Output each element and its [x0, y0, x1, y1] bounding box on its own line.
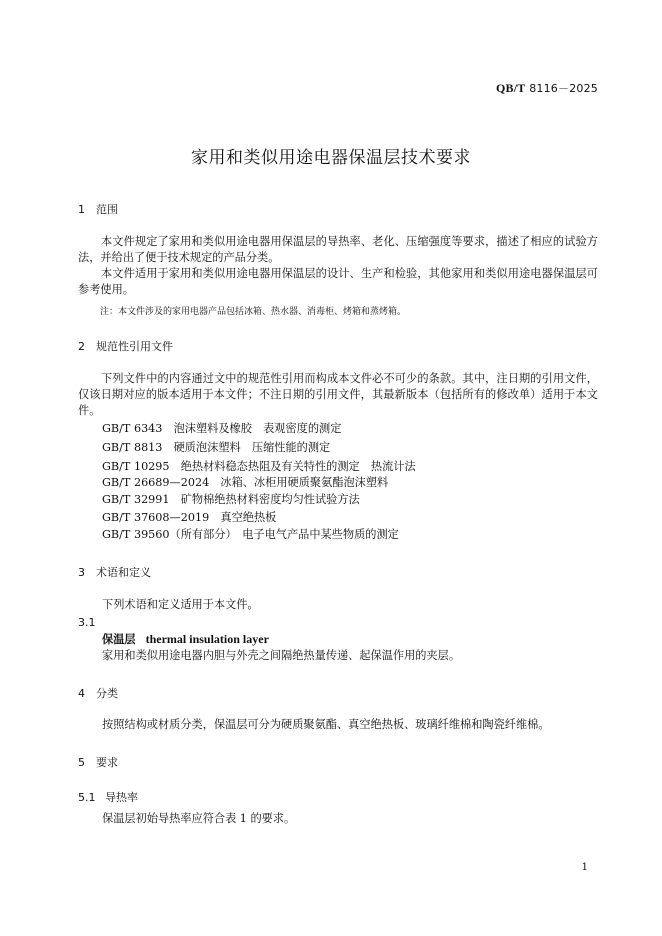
section-title: 分类 [96, 687, 118, 700]
reference-item: GB/T 26689—2024 冰箱、冰柜用硬质聚氨酯泡沫塑料 [102, 476, 389, 489]
section-1-heading [78, 201, 118, 217]
section-title: 术语和定义 [96, 566, 151, 579]
subsection-title: 导热率 [105, 791, 138, 804]
section-5-paragraph-1: 保温层初始导热率应符合表 1 的要求。 [102, 812, 296, 825]
section-number: 1 [78, 203, 85, 216]
section-2-heading [78, 338, 173, 354]
document-title: 家用和类似用途电器保温层技术要求 [191, 148, 471, 168]
page-number: 1 [581, 862, 588, 873]
standard-code-prefix: QB/T [496, 81, 526, 95]
section-1-note: 注：本文件涉及的家用电器产品包括冰箱、热水器、消毒柜、烤箱和蒸烤箱。 [100, 307, 407, 317]
reference-item: GB/T 39560（所有部分） 电子电气产品中某些物质的测定 [102, 528, 399, 541]
section-2-paragraph-1: 下列文件中的内容通过文中的规范性引用而构成本文件必不可少的条款。其中，注日期的引用文件，仅该日期对应的版本适用于本文件；不注日期的引用文件，其最新版本（包括所有的修改单）适用于本文件。 [78, 372, 598, 417]
standard-code-number: 8116－2025 [525, 82, 598, 95]
section-number: 2 [78, 340, 85, 353]
section-1-paragraph-2: 本文件适用于家用和类似用途电器用保温层的设计、生产和检验，其他家用和类似用途电器保温层可参考使用。 [78, 267, 598, 296]
reference-item: GB/T 37608—2019 真空绝热板 [102, 511, 277, 524]
term-chinese: 保温层 [102, 632, 136, 646]
section-number: 5 [78, 756, 85, 769]
reference-item: GB/T 10295 绝热材料稳态热阻及有关特性的测定 热流计法 [102, 460, 416, 473]
term-number: 3.1 [78, 616, 96, 629]
section-number: 4 [78, 687, 85, 700]
section-3-heading [78, 564, 151, 580]
term-entry [102, 631, 269, 647]
section-4-paragraph-1: 按照结构或材质分类，保温层可分为硬质聚氨酯、真空绝热板、玻璃纤维棉和陶瓷纤维棉。 [102, 718, 550, 731]
section-title: 规范性引用文件 [96, 340, 173, 353]
reference-item: GB/T 6343 泡沫塑料及橡胶 表观密度的测定 [102, 422, 342, 435]
section-4-heading [78, 685, 118, 701]
section-3-paragraph-1: 下列术语和定义适用于本文件。 [102, 598, 259, 611]
term-english: thermal insulation layer [145, 632, 269, 646]
section-number: 3 [78, 566, 85, 579]
section-title: 范围 [96, 203, 118, 216]
subsection-5-1-heading [78, 789, 138, 805]
standard-code [496, 80, 598, 96]
term-definition: 家用和类似用途电器内胆与外壳之间隔绝热量传递、起保温作用的夹层。 [102, 649, 461, 662]
subsection-number: 5.1 [78, 791, 96, 804]
section-1-paragraph-1: 本文件规定了家用和类似用途电器用保温层的导热率、老化、压缩强度等要求，描述了相应的试验方法，并给出了便于技术规定的产品分类。 [78, 235, 598, 264]
section-title: 要求 [96, 756, 118, 769]
reference-item: GB/T 8813 硬质泡沫塑料 压缩性能的测定 [102, 441, 331, 454]
reference-item: GB/T 32991 矿物棉绝热材料密度均匀性试验方法 [102, 493, 360, 506]
section-5-heading [78, 754, 118, 770]
